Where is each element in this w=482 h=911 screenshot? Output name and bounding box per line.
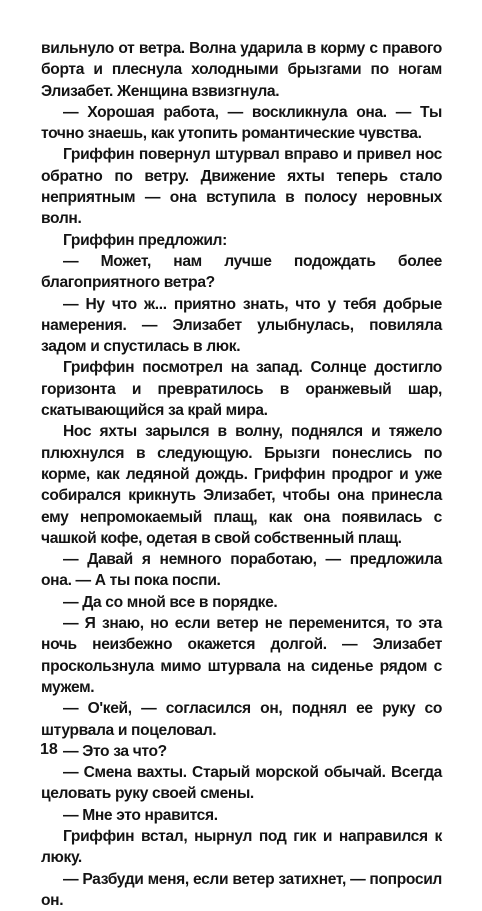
paragraph: — Это за что? (63, 742, 167, 760)
paragraph: — Хорошая работа, — воскликнула она. — Ты точно знаешь, как утопить романтические чувства. (41, 103, 442, 143)
paragraph: — Я знаю, но если ветер не переменится, то эта ночь неизбежно окажется долгой. — Элизабет проскользнула мимо штурвала на сиденье рядом с мужем. (41, 615, 442, 696)
paragraph: Гриффин повернул штурвал вправо и привел нос обратно по ветру. Движение яхты теперь стало неприятным — она вступила в полосу неровных волн. (41, 146, 442, 228)
paragraph: — Ну что ж... приятно знать, что у тебя добрые намерения. — Элизабет улыбнулась, повиляла задом и спустилась в люк. (41, 295, 442, 356)
paragraph: Гриффин встал, нырнул под гик и направился к люку. (41, 827, 442, 867)
paragraph: — Разбуди меня, если ветер затихнет, — попросил он. (41, 870, 442, 909)
paragraph: — Может, нам лучше подождать более благоприятного ветра? (41, 252, 442, 292)
paragraph: — Смена вахты. Старый морской обычай. Всегда целовать руку своей смены. (41, 764, 442, 803)
page-number: 18 (40, 741, 58, 758)
paragraph: вильнуло от ветра. Волна ударила в корму с правого борта и плеснула холодными брызгами по ногам Элизабет. Женщина взвизгнула. (41, 40, 442, 100)
paragraph: — Мне это нравится. (63, 806, 218, 824)
paragraph: Гриффин предложил: (63, 231, 227, 249)
paragraph: — Да со мной все в порядке. (63, 593, 278, 611)
body-text (41, 38, 442, 911)
paragraph: — Давай я немного поработаю, — предложила она. — А ты пока поспи. (41, 551, 442, 590)
paragraph: — О'кей, — согласился он, поднял ее руку со штурвала и поцеловал. (41, 700, 442, 739)
paragraph: Нос яхты зарылся в волну, поднялся и тяжело плюхнулся в следующую. Брызги понеслись по корме, как ледяной дождь. Гриффин продрог и уже собирался крикнуть Элизабет, чтобы она принесла ему непромокаемый плащ, как она появилась с чашкой кофе, одетая в свой собственный плащ. (41, 423, 442, 547)
paragraph: Гриффин посмотрел на запад. Солнце достигло горизонта и превратилось в оранжевый шар, скатывающийся за край мира. (41, 359, 442, 420)
